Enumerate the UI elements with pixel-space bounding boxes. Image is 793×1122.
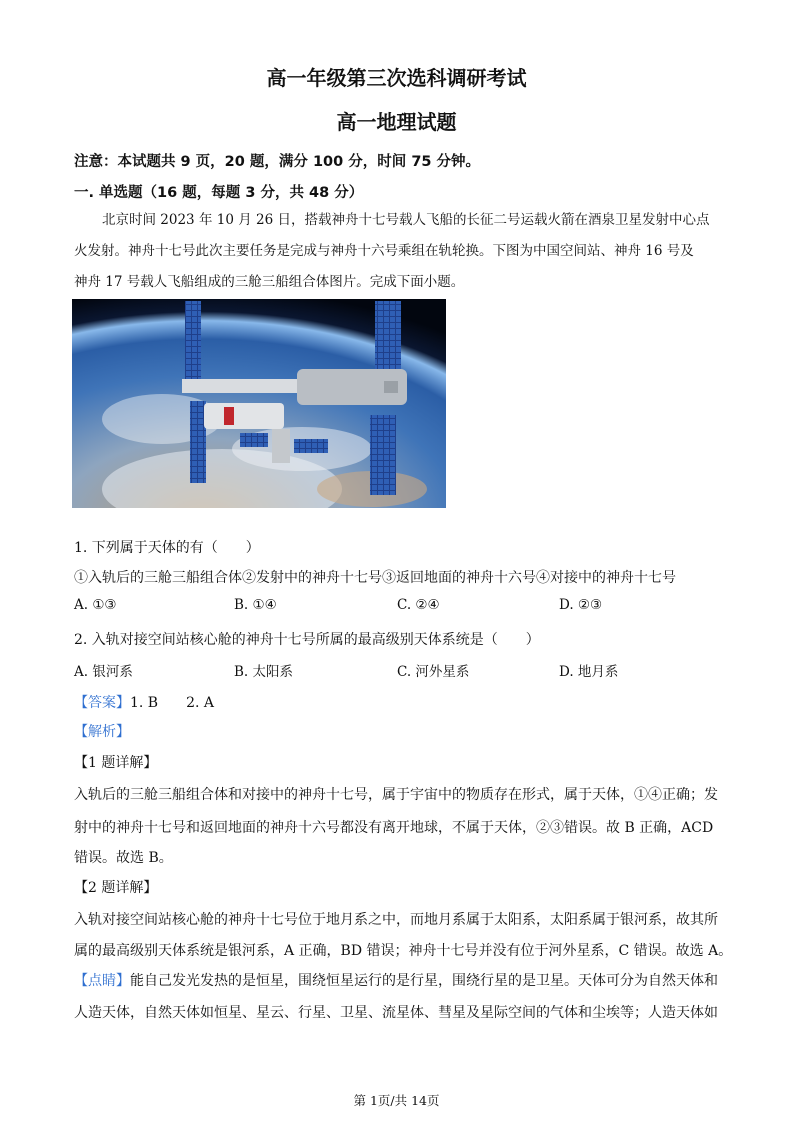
intro-line-1: 北京时间 2023 年 10 月 26 日，搭载神舟十七号载人飞船的长征二号运载火箭在酒泉卫星发射中心点 — [102, 212, 710, 228]
detail2-label: 【2 题详解】 — [74, 880, 158, 896]
exam-subtitle: 高一地理试题 — [336, 110, 457, 134]
q2-option-b: B. 太阳系 — [234, 664, 294, 680]
q2-stem: 2. 入轨对接空间站核心舱的神舟十七号所属的最高级别天体系统是（ ） — [74, 632, 540, 648]
detail2-line-2: 属的最高级别天体系统是银河系，A 正确，BD 错误；神舟十七号并没有位于河外星系，C 错误。故选 A。 — [74, 943, 733, 959]
intro-line-2: 火发射。神舟十七号此次主要任务是完成与神舟十六号乘组在轨轮换。下图为中国空间站、神舟 16 号及 — [74, 243, 694, 259]
intro-line-3: 神舟 17 号载人飞船组成的三舱三船组合体图片。完成下面小题。 — [74, 274, 465, 290]
q1-option-c: C. ②④ — [397, 597, 440, 613]
exam-title: 高一年级第三次选科调研考试 — [266, 66, 527, 90]
detail1-line-2: 射中的神舟十七号和返回地面的神舟十六号都没有离开地球，不属于天体，②③错误。故 B 正确，ACD — [74, 820, 714, 836]
detail1-line-3: 错误。故选 B。 — [74, 850, 173, 866]
detail1-line-1: 入轨后的三舱三船组合体和对接中的神舟十七号，属于宇宙中的物质存在形式，属于天体，①④正确；发 — [74, 787, 718, 803]
answer-row — [74, 692, 214, 712]
page-footer: 第 1页/共 14页 — [353, 1093, 440, 1108]
notice: 注意：本试题共 9 页，20 题，满分 100 分，时间 75 分钟。 — [74, 154, 481, 170]
answer-label: 【答案】 — [74, 695, 130, 711]
detail1-label: 【1 题详解】 — [74, 755, 158, 771]
section-heading: 一. 单选题（16 题，每题 3 分，共 48 分） — [74, 185, 364, 201]
analysis-label: 【解析】 — [74, 724, 130, 740]
q1-option-a: A. ①③ — [74, 597, 117, 613]
detail2-line-1: 入轨对接空间站核心舱的神舟十七号位于地月系之中，而地月系属于太阳系，太阳系属于银河系，故其所 — [74, 912, 718, 928]
tips-label: 【点睛】 — [74, 973, 130, 989]
q2-option-a: A. 银河系 — [74, 664, 133, 680]
answer-text: 1. B 2. A — [130, 695, 215, 711]
q1-option-d: D. ②③ — [559, 597, 603, 613]
q1-items: ①入轨后的三舱三船组合体②发射中的神舟十七号③返回地面的神舟十六号④对接中的神舟十七号 — [74, 570, 676, 586]
q2-option-d: D. 地月系 — [559, 664, 619, 680]
space-station-image — [72, 299, 446, 508]
tips-line-1 — [74, 970, 718, 990]
tips-text-1: 能自己发光发热的是恒星，围绕恒星运行的是行星，围绕行星的是卫星。天体可分为自然天体和 — [130, 973, 718, 989]
q1-stem: 1. 下列属于天体的有（ ） — [74, 540, 260, 556]
q2-option-c: C. 河外星系 — [397, 664, 470, 680]
tips-line-2: 人造天体，自然天体如恒星、星云、行星、卫星、流星体、彗星及星际空间的气体和尘埃等；人造天体如 — [74, 1005, 718, 1021]
q1-option-b: B. ①④ — [234, 597, 277, 613]
